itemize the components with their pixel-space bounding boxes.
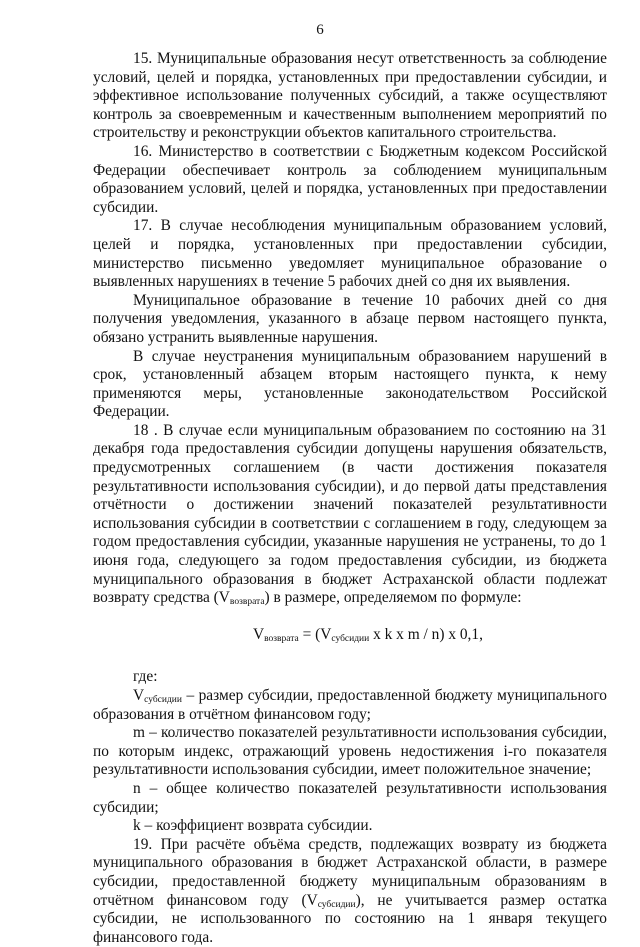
return-formula: [93, 626, 607, 645]
paragraph-17: 17. В случае несоблюдения муниципальным образованием условий, целей и порядка, установленных при предоставлении субсидии, министерство письменно уведомляет муниципальное образование о выявленных нарушениях в течение 5 рабочих дней со дня их выявления.: [93, 217, 607, 291]
paragraph-16: 16. Министерство в соответствии с Бюджетным кодексом Российской Федерации обеспечивает контроль за соблюдением муниципальным образованием условий, целей и порядка, установленных при предоставлении субсидии.: [93, 142, 607, 216]
paragraph-18-text: 18 . В случае если муниципальным образованием по состоянию на 31 декабря года предоставления субсидии допущены нарушения обязательств, предусмотренных соглашением (в части достижения показателя результативности использования субсидии), и до первой даты представления отчётности о достижении значений показателей результативности использования субсидии в соответствии с соглашением в году, следующем за годом предоставления субсидии, указанные нарушения не устранены, то до 1 июня года, следующего за годом предоставления субсидии, из бюджета муниципального образования в бюджет Астраханской области подлежат возврату средства (V: [93, 421, 607, 607]
paragraph-17-third: В случае неустранения муниципальным образованием нарушений в срок, установленный абзацем вторым настоящего пункта, к нему применяются меры, установленные законодательством Российской Федерации.: [93, 347, 607, 421]
paragraph-19-text: 19. При расчёте объёма средств, подлежащих возврату из бюджета муниципального образования в бюджет Астраханской области, в размере субсидии, предоставленной бюджету муниципальным образованиям в отчётном финансовом году (V: [93, 835, 607, 909]
definition-v-text: – размер субсидии, предоставленной бюджету муниципального образования в отчётном финансовом году;: [93, 687, 607, 723]
definition-v-symbol: V: [133, 687, 145, 704]
paragraph-18-text-end: ) в размере, определяемом по формуле:: [264, 589, 522, 607]
paragraph-18: [93, 422, 607, 608]
paragraph-19-text-end: ), не учитывается размер остатка субсидии, не использованного по состоянию на 1 января текущего финансового года.: [93, 891, 607, 946]
paragraph-18-subscript: возврата: [229, 597, 265, 608]
paragraph-15: 15. Муниципальные образования несут ответственность за соблюдение условий, целей и порядка, установленных при предоставлении субсидии, и эффективное использование полученных субсидий, а также осуществляют контроль за своевременным и качественным выполнением мероприятий по строительству и реконструкции объектов капитального строительства.: [93, 50, 607, 142]
formula-lhs: V: [253, 625, 265, 643]
definition-v-subscript: субсидии: [144, 695, 182, 705]
paragraph-17-second: Муниципальное образование в течение 10 рабочих дней со дня получения уведомления, указанного в абзаце первом настоящего пункта, обязано устранить выявленные нарушения.: [93, 291, 607, 346]
paragraph-19-subscript: субсидии: [317, 899, 356, 910]
paragraph-19: [93, 836, 607, 947]
definition-m: m – количество показателей результативности использования субсидии, по которым индекс, отражающий уровень недостижения i-го показателя результативности использования субсидии, имеет положительное значение;: [93, 724, 607, 779]
definition-v: [93, 687, 607, 724]
formula-middle: = (V: [298, 625, 332, 643]
page-number: 6: [316, 22, 324, 38]
document-body: [93, 50, 607, 947]
definition-k: k – коэффициент возврата субсидии.: [133, 817, 373, 835]
formula-lhs-subscript: возврата: [264, 633, 299, 644]
definitions-intro: где:: [133, 668, 158, 686]
formula-middle-subscript: субсидии: [331, 633, 370, 644]
formula-rhs: x k x m / n) x 0,1,: [369, 625, 483, 643]
definition-n: n – общее количество показателей результативности использования субсидии;: [93, 779, 607, 816]
